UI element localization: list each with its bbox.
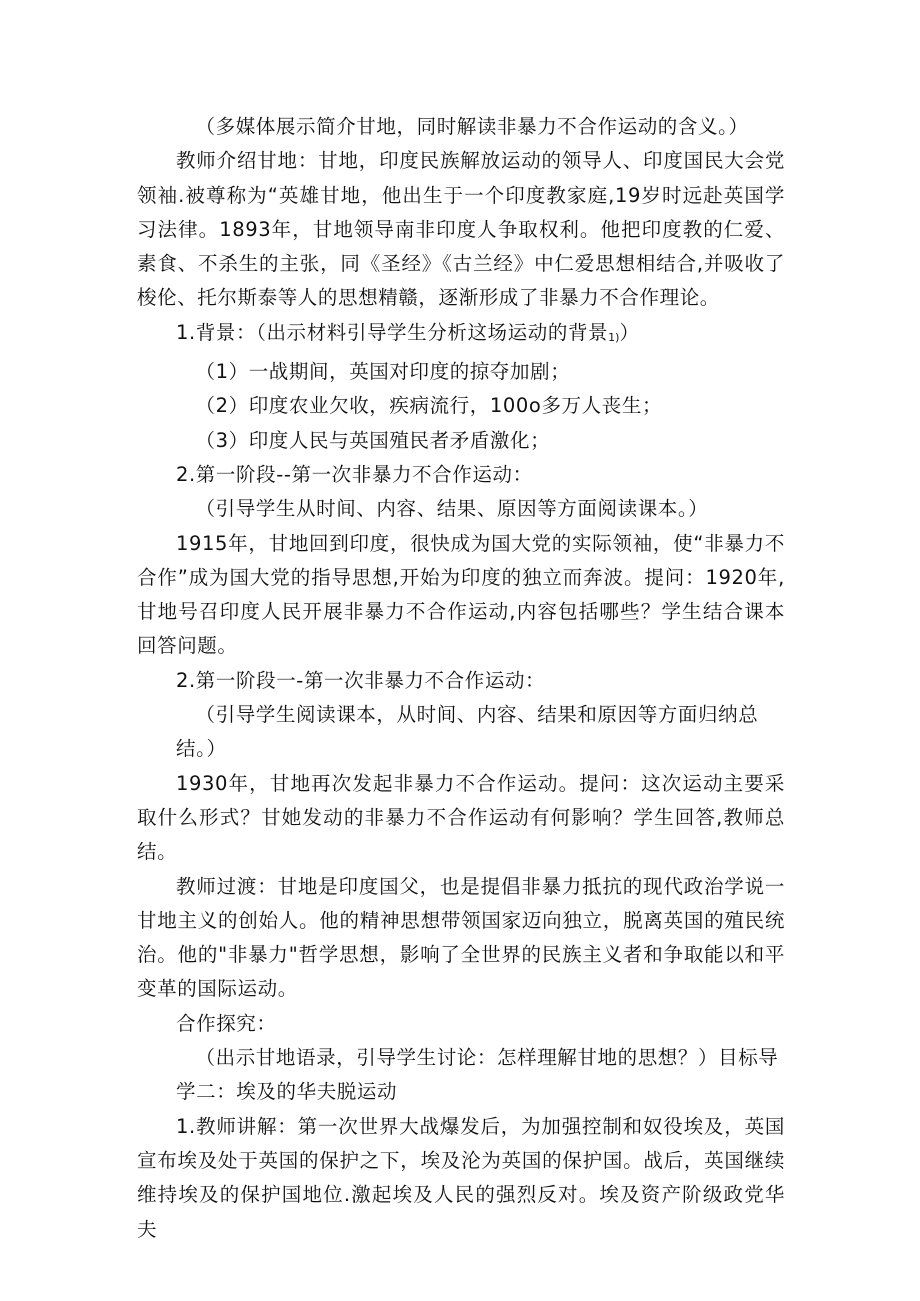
background-heading-close: ） xyxy=(619,320,640,344)
paragraph-quotation-discussion-line2: 学二：埃及的华夫脱运动 xyxy=(176,1080,398,1104)
paragraph-background-heading xyxy=(137,316,785,355)
background-heading-text: 1.背景：（出示材料引导学生分析这场运动的背景 xyxy=(176,320,609,344)
paragraph-background-item-2: （2）印度农业欠收，疾病流行，100o多万人丧生； xyxy=(195,394,663,418)
paragraph-stage-one-heading-repeat: 2.第一阶段一-第一次非暴力不合作运动： xyxy=(176,668,546,692)
paragraph-cooperative-inquiry: 合作探究： xyxy=(176,1011,277,1035)
background-heading-subscript: 1) xyxy=(608,330,620,344)
document-body xyxy=(137,110,785,1247)
paragraph-background-item-3: （3）印度人民与英国殖民者矛盾激化； xyxy=(195,428,551,452)
paragraph-stage-one-guide: （引导学生从时间、内容、结果、原因等方面阅读课本。） xyxy=(195,497,709,521)
paragraph-multimedia-intro: （多媒体展示简介甘地，同时解读非暴力不合作运动的含义。） xyxy=(195,115,749,138)
paragraph-egypt-wafd-explanation: 1.教师讲解：第一次世界大战爆发后，为加强控制和奴役埃及，英国宣布埃及处于英国的保护之下，埃及沦为英国的保护国。战后，英国继续维持埃及的保护国地位.激起埃及人民的强烈反对。埃及资产阶级政党华夫 xyxy=(137,1114,785,1241)
paragraph-1915-return: 1915年，甘地回到印度，很快成为国大党的实际领袖，使“非暴力不合作”成为国大党的指导思想,开始为印度的独立而奔波。提问：1920年,甘地号召印度人民开展非暴力不合作运动,内容包括哪些？学生结合课本回答问题。 xyxy=(137,531,785,658)
paragraph-background-item-1: （1）一战期间，英国对印度的掠夺加剧； xyxy=(195,360,571,384)
paragraph-stage-one-heading: 2.第一阶段--第一次非暴力不合作运动： xyxy=(176,462,533,486)
paragraph-teacher-intro-gandhi: 教师介绍甘地：甘地，印度民族解放运动的领导人、印度国民大会党领袖.被尊称为“英雄甘地，他出生于一个印度教家庭,19岁时远赴英国学习法律。1893年，甘地领导南非印度人争取权利。他把印度教的仁爱、素食、不杀生的主张，同《圣经》《古兰经》中仁爱思想相结合,并吸收了梭伦、托尔斯泰等人的思想精赣，逐渐形成了非暴力不合作理论。 xyxy=(137,149,785,310)
paragraph-quotation-discussion-line1: （出示甘地语录，引导学生讨论：怎样理解甘地的思想？）目标导 xyxy=(195,1046,779,1070)
paragraph-teacher-transition: 教师过渡：甘地是印度国父，也是提倡非暴力抵抗的现代政治学说一甘地主义的创始人。他的精神思想带领国家迈向独立，脱离英国的殖民统治。他的"非暴力"哲学思想，影响了全世界的民族主义者和争取能以和平变革的国际运动。 xyxy=(137,874,785,1001)
paragraph-reading-guide-line2: 结。） xyxy=(176,737,227,761)
paragraph-1930-campaign: 1930年，甘地再次发起非暴力不合作运动。提问：这次运动主要采取什么形式？甘她发动的非暴力不合作运动有何影响？学生回答,教师总结。 xyxy=(137,771,785,864)
paragraph-reading-guide-line1: （引导学生阅读课本，从时间、内容、结果和原因等方面归纳总 xyxy=(195,703,759,727)
